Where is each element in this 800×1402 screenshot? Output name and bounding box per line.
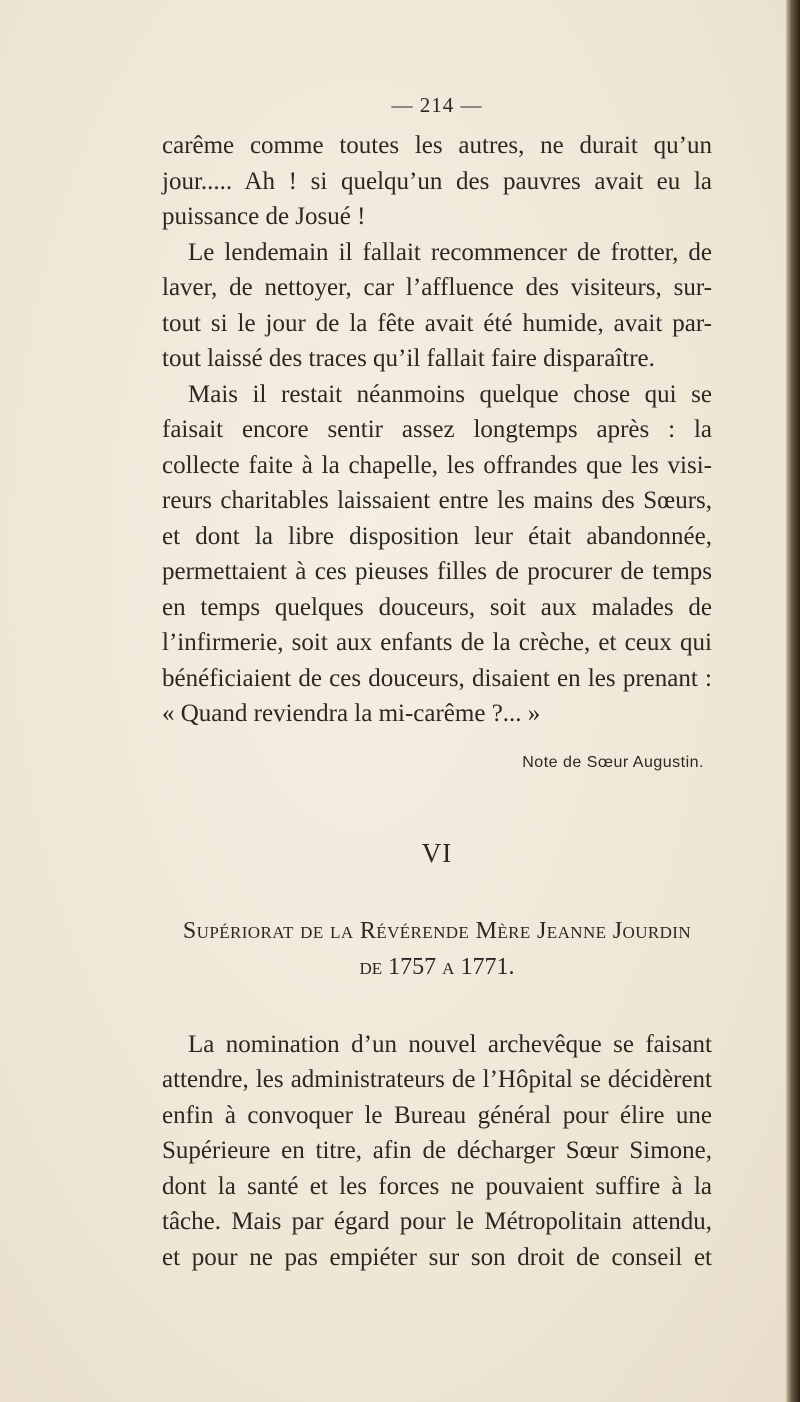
- text-line: faisait encore sentir assez longtemps après : la: [162, 416, 712, 443]
- note-signature: Note de Sœur Augustin.: [522, 753, 704, 771]
- text-line: Le lendemain il fallait recommencer de frotter, de: [188, 238, 712, 266]
- text-line: et dont la libre disposition leur était abandonnée,: [162, 522, 712, 550]
- text-line: collecte faite à la chapelle, les offrandes que les visi-: [162, 451, 712, 479]
- text-line: laver, de nettoyer, car l’affluence des visiteurs, sur-: [162, 274, 712, 301]
- section-number: VI: [421, 837, 453, 868]
- text-line: La nomination d’un nouvel archevêque se faisant: [188, 1030, 712, 1058]
- text-line: dont la santé et les forces ne pouvaient suffire à la: [162, 1172, 712, 1200]
- text-line: Mais il restait néanmoins quelque chose qui se: [188, 380, 712, 408]
- section-title: Supériorat de la Révérende Mère Jeanne Jourdin: [182, 917, 692, 944]
- section-dates: de 1757 a 1771.: [359, 953, 515, 980]
- text-line: jour..... Ah ! si quelqu’un des pauvres avait eu la: [162, 167, 712, 195]
- text-line: et pour ne pas empiéter sur son droit de conseil et: [162, 1243, 712, 1271]
- text-line: tout laissé des traces qu’il fallait faire disparaître.: [162, 345, 655, 372]
- text-line: carême comme toutes les autres, ne durait qu’un: [162, 132, 712, 159]
- text-line: en temps quelques douceurs, soit aux malades de: [162, 593, 712, 621]
- text-line: puissance de Josué !: [162, 203, 366, 230]
- text-line: attendre, les administrateurs de l’Hôpital se décidèrent: [162, 1066, 712, 1093]
- paragraph-3: [162, 377, 712, 732]
- text-line: tout si le jour de la fête avait été humide, avait par-: [162, 309, 712, 337]
- page-number: — 214 —: [391, 93, 483, 117]
- text-line: enfin à convoquer le Bureau général pour élire une: [162, 1101, 712, 1129]
- paragraph-2: [162, 235, 712, 377]
- book-binding-edge: [786, 0, 800, 1402]
- text-line: reurs charitables laissaient entre les mains des Sœurs,: [162, 487, 712, 514]
- text-line: bénéficiaient de ces douceurs, disaient en les prenant :: [162, 664, 712, 692]
- text-line: permettaient à ces pieuses filles de procurer de temps: [162, 558, 712, 585]
- page-text-block: [162, 90, 712, 1275]
- text-line: tâche. Mais par égard pour le Métropolitain attendu,: [162, 1208, 712, 1235]
- paragraph-4: [162, 1027, 712, 1276]
- text-line: Supérieure en titre, afin de décharger Sœur Simone,: [162, 1137, 712, 1164]
- paragraph-1: [162, 128, 712, 235]
- text-line: l’infirmerie, soit aux enfants de la crèche, et ceux qui: [162, 629, 712, 656]
- text-line: « Quand reviendra la mi-carême ?... »: [162, 700, 541, 727]
